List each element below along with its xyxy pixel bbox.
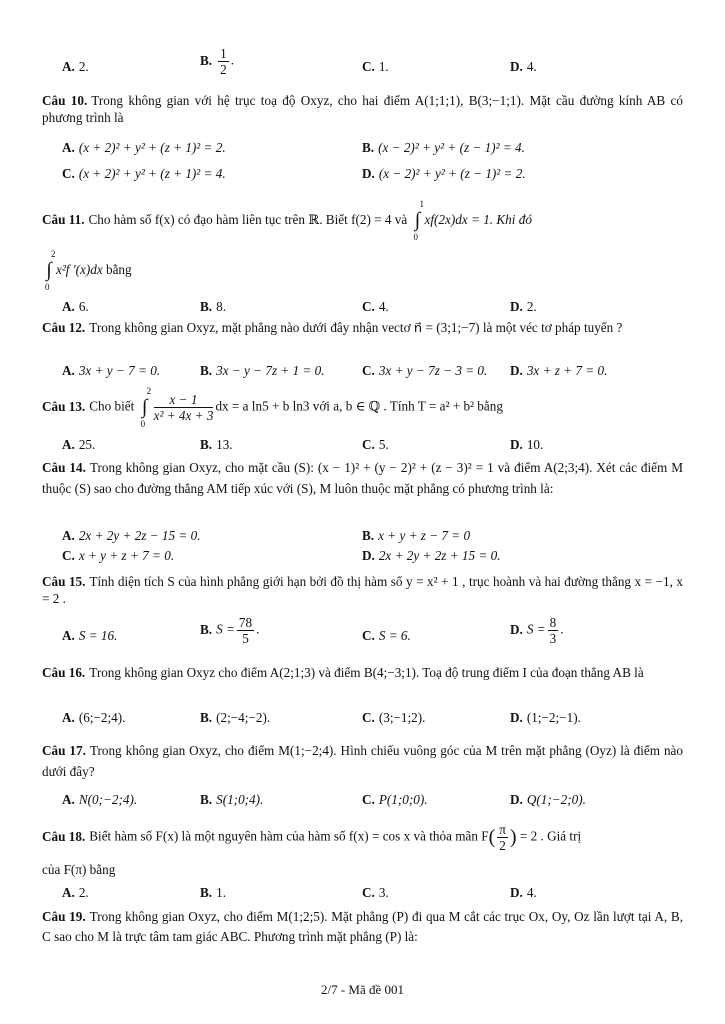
q9-option-a: A. 2. <box>62 59 89 74</box>
q18-option-a: A. 2. <box>62 885 89 900</box>
q16-option-d: D. (1;−2;−1). <box>510 710 581 725</box>
q17-option-c: C. P(1;0;0). <box>362 792 428 807</box>
q15-option-c: C. S = 6. <box>362 628 411 643</box>
question-18-cont: của F(π) bằng <box>42 862 116 877</box>
q15-option-d: D. S = $\frac{8}{3}$ . <box>510 615 564 647</box>
q14-option-a: A. 2x + 2y + 2z − 15 = 0. <box>62 528 201 543</box>
q12-option-b: B. 3x − y − 7z + 1 = 0. <box>200 363 325 378</box>
question-15: Câu 15. Tính diện tích S của hình phẳng giới hạn bởi đồ thị hàm số y = x² + 1 , trục hoành và hai đường thẳng x = −1, x = 2 . <box>42 574 684 606</box>
q11-option-a: A. 6. <box>62 299 89 314</box>
integral-sign: ∫ 2 0 <box>140 385 152 429</box>
q13-option-d: D. 10. <box>510 437 544 452</box>
q11-option-d: D. 2. <box>510 299 537 314</box>
q12-option-c: C. 3x + y − 7z − 3 = 0. <box>362 363 488 378</box>
q10-option-c: C. (x + 2)² + y² + (z + 1)² = 4. <box>62 166 226 181</box>
q9-option-b: B. $\frac{1}{2}$ . <box>200 46 234 78</box>
q15-option-a: A. S = 16. <box>62 628 118 643</box>
question-19: Câu 19. Trong không gian Oxyz, cho điểm M(1;2;5). Mặt phẳng (P) đi qua M cắt các trục Ox, Oy, Oz lần lượt tại A, B, C sao cho M là trực tâm tam giác ABC. Phương trình mặt phẳng (P) là: <box>42 909 683 945</box>
integral-sign: ∫ 1 0 <box>413 199 425 243</box>
q16-option-c: C. (3;−1;2). <box>362 710 426 725</box>
question-17: Câu 17. Trong không gian Oxyz, cho điểm M(1;−2;4). Hình chiếu vuông góc của M trên mặt phẳng (Oyz) là điểm nào dưới đây? <box>42 743 684 780</box>
q11-option-b: B. 8. <box>200 299 226 314</box>
q15-option-b: B. S = $\frac{78}{5}$ . <box>200 615 260 647</box>
q13-option-c: C. 5. <box>362 437 389 452</box>
question-11: Câu 11. Cho hàm số f(x) có đạo hàm liên tục trên ℝ. Biết f(2) = 4 và ∫ 1 0 xf(2x)dx = 1. Khi đó <box>42 199 532 243</box>
q16-option-b: B. (2;−4;−2). <box>200 710 271 725</box>
q10-option-d: D. (x − 2)² + y² + (z − 1)² = 2. <box>362 166 526 181</box>
question-12: Câu 12. Trong không gian Oxyz, mặt phẳng nào dưới đây nhận vectơ n⃗ = (3;1;−7) là một véc tơ pháp tuyến ? <box>42 320 623 335</box>
q14-option-b: B. x + y + z − 7 = 0 <box>362 528 471 543</box>
q18-option-c: C. 3. <box>362 885 389 900</box>
q17-option-d: D. Q(1;−2;0). <box>510 792 586 807</box>
q18-option-d: D. 4. <box>510 885 537 900</box>
q12-option-d: D. 3x + z + 7 = 0. <box>510 363 608 378</box>
page-footer: 2/7 - Mã đề 001 <box>320 982 405 997</box>
question-11-cont: ∫ 2 0 x²f '(x)dx bằng <box>42 258 683 284</box>
question-16: Câu 16. Trong không gian Oxyz cho điểm A(2;1;3) và điểm B(4;−3;1). Toạ độ trung điểm I của đoạn thẳng AB là <box>42 665 644 680</box>
q17-option-b: B. S(1;0;4). <box>200 792 264 807</box>
question-10: Câu 10. Trong không gian với hệ trục toạ độ Oxyz, cho hai điểm A(1;1;1), B(3;−1;1). Mặt cầu đường kính AB có phương trình là <box>42 93 684 125</box>
q13-option-a: A. 25. <box>62 437 96 452</box>
q12-option-a: A. 3x + y − 7 = 0. <box>62 363 161 378</box>
q9-option-c: C. 1. <box>362 59 389 74</box>
q14-option-d: D. 2x + 2y + 2z + 15 = 0. <box>362 548 501 563</box>
q14-option-c: C. x + y + z + 7 = 0. <box>62 548 175 563</box>
q11-option-c: C. 4. <box>362 299 389 314</box>
question-14: Câu 14. Trong không gian Oxyz, cho mặt cầu (S): (x − 1)² + (y − 2)² + (z − 3)² = 1 và điểm A(2;3;4). Xét các điểm M thuộc (S) sao cho đường thẳng AM tiếp xúc với (S), M luôn thuộc mặt phẳng có phương trình là: <box>42 460 683 497</box>
integral-sign: ∫ 2 0 <box>45 249 56 293</box>
q18-option-b: B. 1. <box>200 885 226 900</box>
q10-option-a: A. (x + 2)² + y² + (z + 1)² = 2. <box>62 140 226 155</box>
q10-option-b: B. (x − 2)² + y² + (z − 1)² = 4. <box>362 140 525 155</box>
q9-option-d: D. 4. <box>510 59 537 74</box>
question-13: Câu 13. Cho biết ∫ 2 0 $\frac{x - 1}{\text{x² + 4x + 3}}$ dx = a ln5 + b ln3 với a, b ∈ ℚ . Tính T = a² + b² bằng <box>42 385 503 429</box>
q13-option-b: B. 13. <box>200 437 233 452</box>
q16-option-a: A. (6;−2;4). <box>62 710 126 725</box>
q17-option-a: A. N(0;−2;4). <box>62 792 138 807</box>
question-18: Câu 18. Biết hàm số F(x) là một nguyên hàm của hàm số f(x) = cos x và thỏa mãn F( $\frac{\pi}{2}$ ) = 2 . Giá trị <box>42 822 582 854</box>
